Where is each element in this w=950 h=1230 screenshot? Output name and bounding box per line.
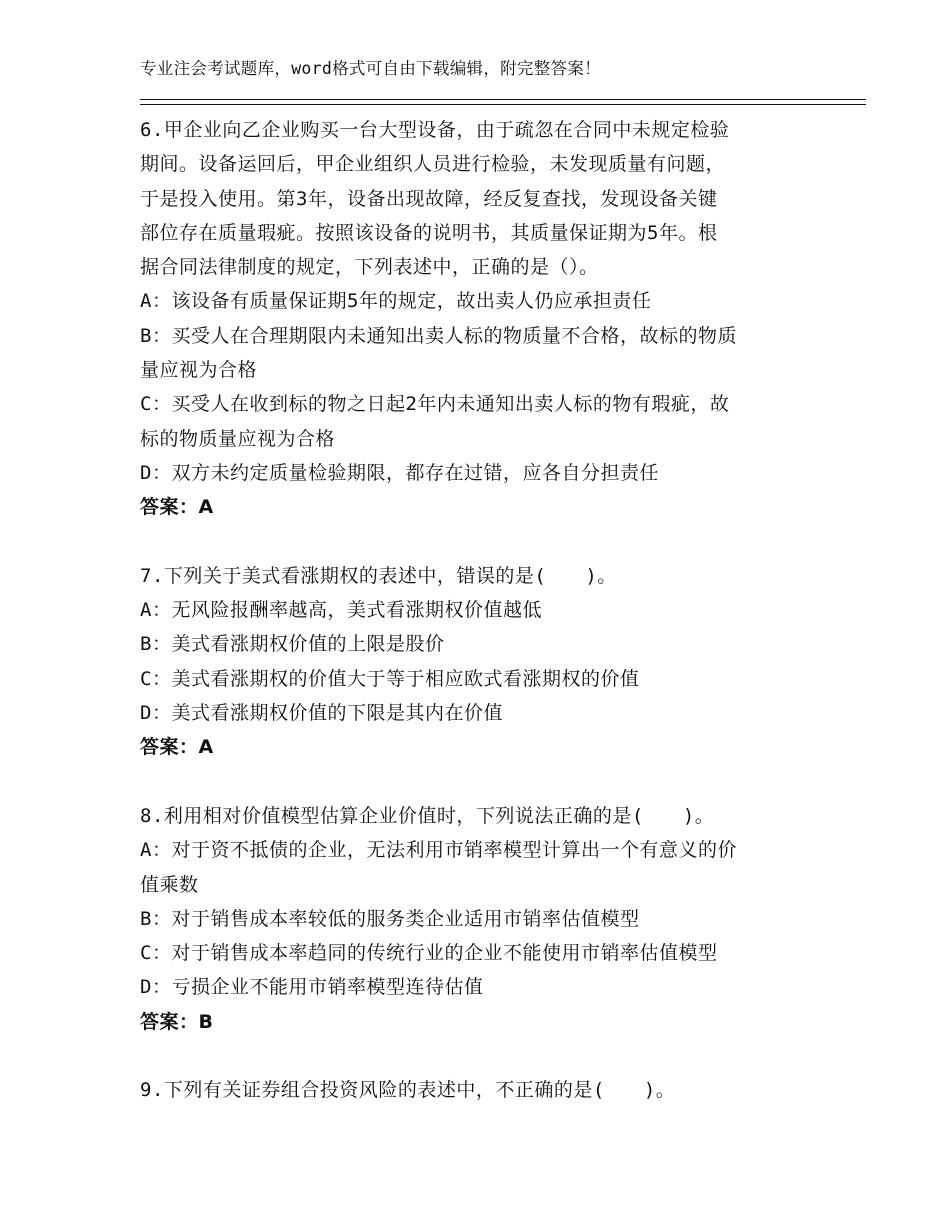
- spacer: [140, 765, 810, 799]
- page-header: 专业注会考试题库，word格式可自由下载编辑，附完整答案！: [140, 59, 601, 78]
- option-d: D：双方未约定质量检验期限，都存在过错，应各自分担责任: [140, 461, 659, 484]
- option-b: B：买受人在合理期限内未通知出卖人标的物质量不合格，故标的物质: [140, 324, 737, 347]
- question-stem-line: 9.下列有关证券组合投资风险的表述中，不正确的是( )。: [140, 1079, 676, 1102]
- question-stem-line: 据合同法律制度的规定，下列表述中，正确的是（）。: [140, 256, 599, 279]
- option-a-continued: 值乘数: [140, 873, 199, 896]
- question-stem-line: 期间。设备运回后，甲企业组织人员进行检验，未发现质量有问题，: [140, 153, 726, 176]
- option-b-continued: 量应视为合格: [140, 359, 258, 382]
- answer-label: 答案：A: [140, 496, 214, 519]
- question-6: [140, 113, 810, 525]
- answer-label: 答案：A: [140, 736, 214, 759]
- question-stem-line: 于是投入使用。第3年，设备出现故障，经反复查找，发现设备关键: [140, 187, 718, 210]
- option-c: C：买受人在收到标的物之日起2年内未通知出卖人标的物有瑕疵，故: [140, 393, 730, 416]
- header-divider-top: [140, 99, 866, 100]
- spacer: [140, 1039, 810, 1073]
- answer-label: 答案：B: [140, 1010, 214, 1033]
- option-b: B：美式看涨期权价值的上限是股价: [140, 633, 445, 656]
- option-c: C：对于销售成本率趋同的传统行业的企业不能使用市销率估值模型: [140, 942, 718, 965]
- question-list: [140, 113, 810, 1108]
- spacer: [140, 525, 810, 559]
- question-stem-line: 7.下列关于美式看涨期权的表述中，错误的是( )。: [140, 564, 617, 587]
- option-d: D：亏损企业不能用市销率模型连待估值: [140, 976, 484, 999]
- option-a: A：无风险报酬率越高，美式看涨期权价值越低: [140, 599, 542, 622]
- question-7: [140, 559, 810, 765]
- question-9: [140, 1073, 810, 1107]
- question-stem-line: 6.甲企业向乙企业购买一台大型设备，由于疏忽在合同中未规定检验: [140, 119, 730, 141]
- option-c-continued: 标的物质量应视为合格: [140, 427, 336, 450]
- option-d: D：美式看涨期权价值的下限是其内在价值: [140, 702, 503, 725]
- question-stem-line: 部位存在质量瑕疵。按照该设备的说明书，其质量保证期为5年。根: [140, 221, 718, 244]
- option-a: A：该设备有质量保证期5年的规定，故出卖人仍应承担责任: [140, 290, 652, 313]
- question-stem-line: 8.利用相对价值模型估算企业价值时，下列说法正确的是( )。: [140, 804, 715, 827]
- header-divider-bottom: [140, 104, 866, 105]
- question-8: [140, 799, 810, 1039]
- option-c: C：美式看涨期权的价值大于等于相应欧式看涨期权的价值: [140, 667, 640, 690]
- option-b: B：对于销售成本率较低的服务类企业适用市销率估值模型: [140, 907, 640, 930]
- option-a: A：对于资不抵债的企业，无法利用市销率模型计算出一个有意义的价: [140, 839, 737, 862]
